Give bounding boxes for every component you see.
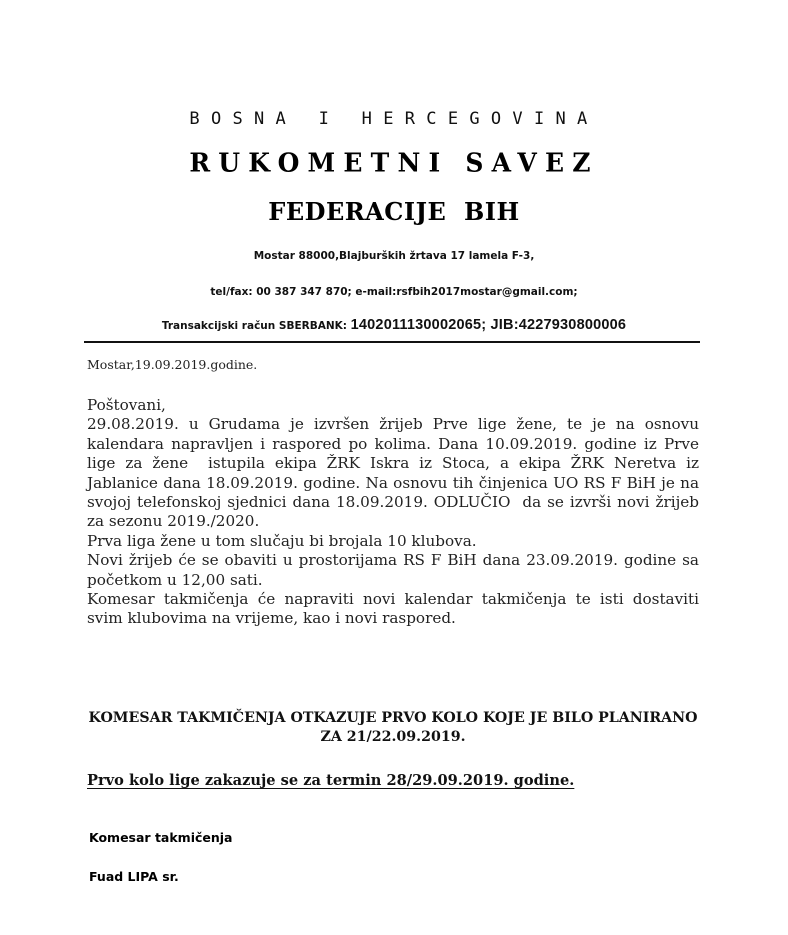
place-date: Mostar,19.09.2019.godine. [87, 357, 258, 372]
signature-name: Fuad LIPA sr. [89, 869, 179, 884]
greeting: Poštovani, [87, 396, 166, 414]
body-paragraph: 29.08.2019. u Grudama je izvršen žrijeb Prve lige žene, te je na osnovu kalendara napravljen i raspored po kolima. Dana 10.09.2019. godine iz Prve lige za žene istupila ekipa ŽRK Iskra iz Stoca, a ekipa ŽRK Neretva iz Jablanice dana 18.09.2019. godine. Na osnovu tih činjenica UO RS F BiH je na svojoj telefonskoj sjednici dana 18.09.2019. ODLUČIO da se izvrši novi žrijeb za sezonu 2019./2020. [87, 415, 704, 531]
letterhead-bank-info [0, 317, 788, 333]
letterhead-country: BOSNA I HERCEGOVINA [189, 109, 599, 129]
schedule-notice: Prvo kolo lige zakazuje se za termin 28/29.09.2019. godine. [87, 772, 575, 789]
bank-numbers: 1402011130002065; JIB:4227930800006 [350, 317, 627, 333]
letterhead-contact: tel/fax: 00 387 347 870; e-mail:rsfbih2017mostar@gmail.com; [210, 286, 578, 298]
signature-title: Komesar takmičenja [89, 830, 233, 845]
bank-label: Transakcijski račun SBERBANK: [161, 320, 351, 332]
letterhead-divider [84, 341, 700, 343]
letter-body [87, 396, 704, 629]
cancellation-announcement: KOMESAR TAKMIČENJA OTKAZUJE PRVO KOLO KOJE JE BILO PLANIRANO ZA 21/22.09.2019. [88, 710, 698, 745]
body-paragraph: Prva liga žene u tom slučaju bi brojala 10 klubova. [87, 531, 477, 550]
letterhead-address: Mostar 88000,Blajburških žrtava 17 lamela F-3, [253, 250, 535, 262]
body-paragraph: Komesar takmičenja će napraviti novi kalendar takmičenja te isti dostaviti svim klubovima na vrijeme, kao i novi raspored. [87, 590, 699, 628]
letterhead-organization-line2: FEDERACIJE BIH [268, 197, 520, 226]
letterhead-organization-line1: RUKOMETNI SAVEZ [189, 147, 599, 178]
body-paragraph: Novi žrijeb će se obaviti u prostorijama RS F BiH dana 23.09.2019. godine sa početkom u 12,00 sati. [87, 551, 699, 589]
